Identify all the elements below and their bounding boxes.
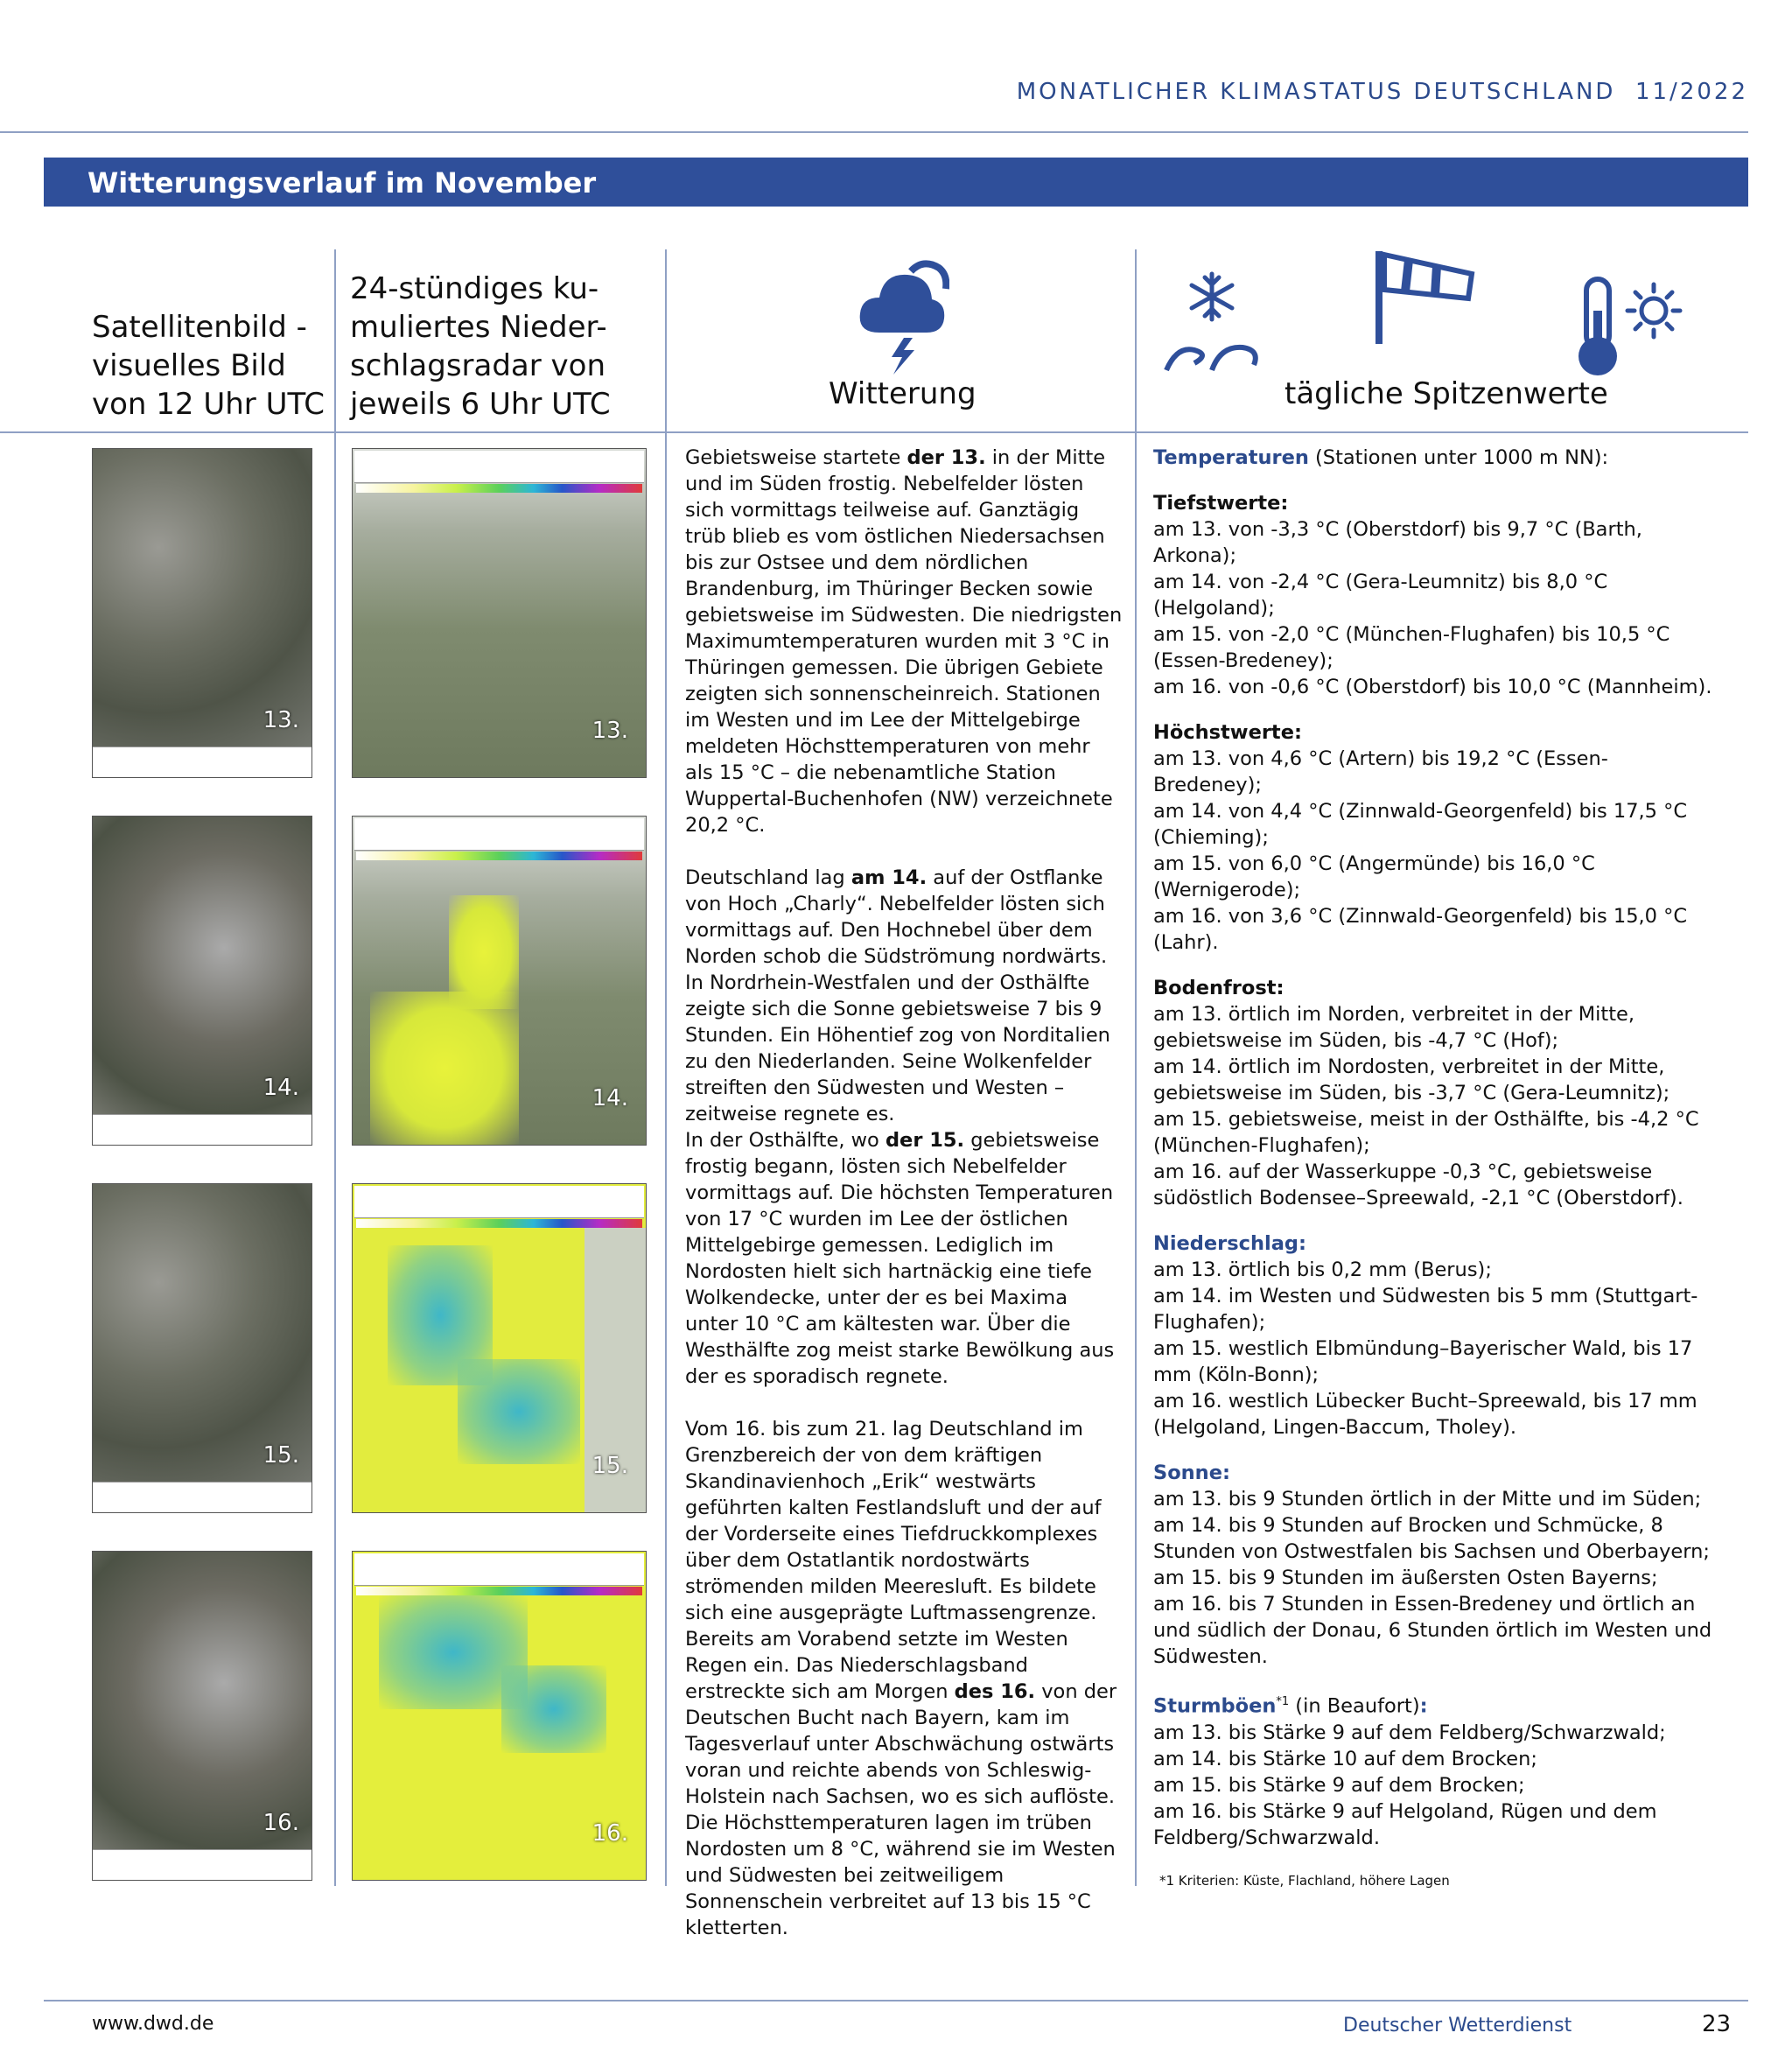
col-weather-header: Witterung: [829, 376, 976, 411]
satellite-image-13: 13.: [92, 448, 312, 778]
min-line: am 13. von -3,3 °C (Oberstdorf) bis 9,7 °C (Barth, Arkona);: [1153, 518, 1642, 567]
gust-line: am 14. bis Stärke 10 auf dem Brocken;: [1153, 1747, 1537, 1770]
section-band: [44, 158, 1748, 207]
precip-line: am 15. westlich Elbmündung–Bayerischer Wald, bis 17 mm (Köln-Bonn);: [1153, 1337, 1693, 1386]
footer-organisation: Deutscher Wetterdienst: [1343, 2015, 1572, 2036]
max-heading: Höchstwerte:: [1153, 721, 1302, 744]
frost-line: am 13. örtlich im Norden, verbreitet in der Mitte, gebietsweise im Süden, bis -4,7 °C (Hof);: [1153, 1003, 1635, 1052]
satellite-image-16: 16.: [92, 1551, 312, 1881]
sun-line: am 14. bis 9 Stunden auf Brocken und Schmücke, 8 Stunden von Ostwestfalen bis Sachsen und Oberbayern;: [1153, 1514, 1710, 1563]
divider-2: [665, 249, 667, 1886]
gust-heading: Sturmböen$^{*1}$ (in Beaufort):: [1153, 1694, 1428, 1718]
thermometer-sun-icon: [1571, 276, 1684, 381]
snowflake-road-icon: [1159, 267, 1264, 376]
frost-line: am 16. auf der Wasserkuppe -0,3 °C, gebietsweise südöstlich Bodensee–Spreewald, -2,1 °C (Oberstdorf).: [1153, 1160, 1684, 1209]
min-line: am 14. von -2,4 °C (Gera-Leumnitz) bis 8,0 °C (Helgoland);: [1153, 571, 1608, 620]
divider-3: [1135, 249, 1137, 1886]
max-line: am 13. von 4,6 °C (Artern) bis 19,2 °C (Essen-Bredeney);: [1153, 747, 1608, 796]
radar-image-15: 15.: [352, 1183, 647, 1513]
radar-image-13: 13.: [352, 448, 647, 778]
min-heading: Tiefstwerte:: [1153, 492, 1289, 515]
weather-paragraph-13: Gebietsweise startete der 13. in der Mitte und im Süden frostig. Nebelfelder lösten sich vormittags teilweise auf. Ganztägig trüb blieb es vom östlichen Niedersachsen bis zur Ostsee und dem nördlichen Brandenburg, im Thüringer Becken sowie gebietsweise im Südwesten. Die niedrigsten Maximumtemperaturen wurden mit 3 °C in Thüringen gemessen. Die übrigen Gebiete zeigten sich sonnenscheinreich. Stationen im Westen und im Lee der Mittelgebirge meldeten Höchsttemperaturen von mehr als 15 °C – die nebenamtliche Station Wuppertal-Buchenhofen (NW) verzeichnete 20,2 °C.: [685, 446, 1123, 837]
windsock-icon: [1374, 249, 1479, 346]
frost-heading: Bodenfrost:: [1153, 977, 1284, 999]
publication-title: MONATLICHER KLIMASTATUS DEUTSCHLAND 11/2022: [1016, 79, 1748, 105]
footer-rule: [44, 2000, 1748, 2001]
min-line: am 15. von -2,0 °C (München-Flughafen) bis 10,5 °C (Essen-Bredeney);: [1153, 623, 1670, 672]
section-title: Witterungsverlauf im November: [88, 166, 597, 200]
sun-line: am 16. bis 7 Stunden in Essen-Bredeney und örtlich an und südlich der Donau, 6 Stunden örtlich im Westen und Südwesten.: [1153, 1593, 1712, 1668]
col-peaks-header: tägliche Spitzenwerte: [1284, 376, 1608, 411]
precip-heading: Niederschlag:: [1153, 1232, 1307, 1255]
thunderstorm-cloud-icon: [853, 254, 949, 376]
precip-line: am 16. westlich Lübecker Bucht–Spreewald, bis 17 mm (Helgoland, Lingen-Baccum, Tholey).: [1153, 1390, 1698, 1439]
satellite-image-14: 14.: [92, 816, 312, 1146]
radar-image-14: 14.: [352, 816, 647, 1146]
radar-image-16: 16.: [352, 1551, 647, 1881]
footnote: *1 Kriterien: Küste, Flachland, höhere Lagen: [1159, 1873, 1450, 1889]
temperature-heading: Temperaturen (Stationen unter 1000 m NN):: [1153, 446, 1609, 469]
precip-line: am 14. im Westen und Südwesten bis 5 mm (Stuttgart-Flughafen);: [1153, 1285, 1698, 1334]
weather-paragraph-14: Deutschland lag am 14. auf der Ostflanke von Hoch „Charly“. Nebelfelder lösten sich vormittags auf. Den Hochnebel über dem Norden schob die Südströmung nordwärts. In Nordrhein-Westfalen und der Osthälfte zeigte sich die Sonne gebietsweise 7 bis 9 Stunden. Ein Höhentief zog von Norditalien zu den Niederlanden. Seine Wolkenfelder streiften den Südwesten und Westen – zeitweise regnete es.: [685, 866, 1110, 1125]
column-header-rule: [0, 431, 1748, 433]
max-line: am 14. von 4,4 °C (Zinnwald-Georgenfeld) bis 17,5 °C (Chieming);: [1153, 800, 1688, 849]
sun-heading: Sonne:: [1153, 1462, 1230, 1484]
sun-line: am 15. bis 9 Stunden im äußersten Osten Bayerns;: [1153, 1567, 1658, 1589]
weather-paragraph-16: Bereits am Vorabend setzte im Westen Regen ein. Das Niederschlagsband erstreckte sich am Morgen des 16. von der Deutschen Bucht nach Bayern, kam im Tagesverlauf unter Abschwächung ostwärts voran und reichte abends von Schleswig-Holstein nach Sachsen, wo es sich auflöste. Die Höchsttemperaturen lagen im trüben Nordosten um 8 °C, während sie im Westen und Südwesten bei zeitweiligem Sonnenschein verbreitet auf 13 bis 15 °C kletterten.: [685, 1628, 1117, 1939]
gust-line: am 15. bis Stärke 9 auf dem Brocken;: [1153, 1773, 1525, 1797]
frost-line: am 14. örtlich im Nordosten, verbreitet in der Mitte, gebietsweise im Süden, bis -3,7 °C (Gera-Leumnitz);: [1153, 1055, 1670, 1104]
satellite-image-15: 15.: [92, 1183, 312, 1513]
page-number: 23: [1702, 2011, 1732, 2037]
col-radar-header: 24-stündiges ku- muliertes Nieder- schlagsradar von jeweils 6 Uhr UTC: [350, 271, 611, 422]
col-satellite-header: Satellitenbild - visuelles Bild von 12 Uhr UTC: [92, 310, 325, 422]
frost-line: am 15. gebietsweise, meist in der Osthälfte, bis -4,2 °C (München-Flughafen);: [1153, 1108, 1699, 1157]
weather-paragraph-15: In der Osthälfte, wo der 15. gebietsweise frostig begann, lösten sich Nebelfelder vormittags auf. Die höchsten Temperaturen von 17 °C wurden im Lee der östlichen Mittelgebirge gemessen. Lediglich im Nordosten hielt sich hartnäckig eine tiefe Wolkendecke, unter der es bei Maxima unter 10 °C am kältesten war. Über die Westhälfte zog meist starke Bewölkung aus der es sporadisch regnete.: [685, 1129, 1115, 1388]
weather-text: [685, 445, 1123, 1941]
divider-1: [334, 249, 336, 1886]
gust-line: am 16. bis Stärke 9 auf Helgoland, Rügen und dem Feldberg/Schwarzwald.: [1153, 1799, 1657, 1849]
max-line: am 15. von 6,0 °C (Angermünde) bis 16,0 °C (Wernigerode);: [1153, 852, 1595, 901]
header-rule: [0, 131, 1748, 133]
weather-paragraph-16-21: Vom 16. bis zum 21. lag Deutschland im Grenzbereich der von dem kräftigen Skandinavienhoch „Erik“ westwärts geführten kalten Festlandsluft und der auf der Vorderseite eines Tiefdruckkomplexes über dem Ostatlantik nordostwärts strömenden milden Meeresluft. Es bildete sich eine ausgeprägte Luftmassengrenze.: [685, 1418, 1102, 1624]
gust-line: am 13. bis Stärke 9 auf dem Feldberg/Schwarzwald;: [1153, 1721, 1666, 1744]
max-line: am 16. von 3,6 °C (Zinnwald-Georgenfeld) bis 15,0 °C (Lahr).: [1153, 905, 1688, 954]
peaks-text: [1153, 445, 1713, 1851]
min-line: am 16. von -0,6 °C (Oberstdorf) bis 10,0 °C (Mannheim).: [1153, 676, 1712, 698]
precip-line: am 13. örtlich bis 0,2 mm (Berus);: [1153, 1258, 1492, 1281]
footer-url-link[interactable]: www.dwd.de: [92, 2013, 214, 2035]
sun-line: am 13. bis 9 Stunden örtlich in der Mitte und im Süden;: [1153, 1488, 1702, 1511]
